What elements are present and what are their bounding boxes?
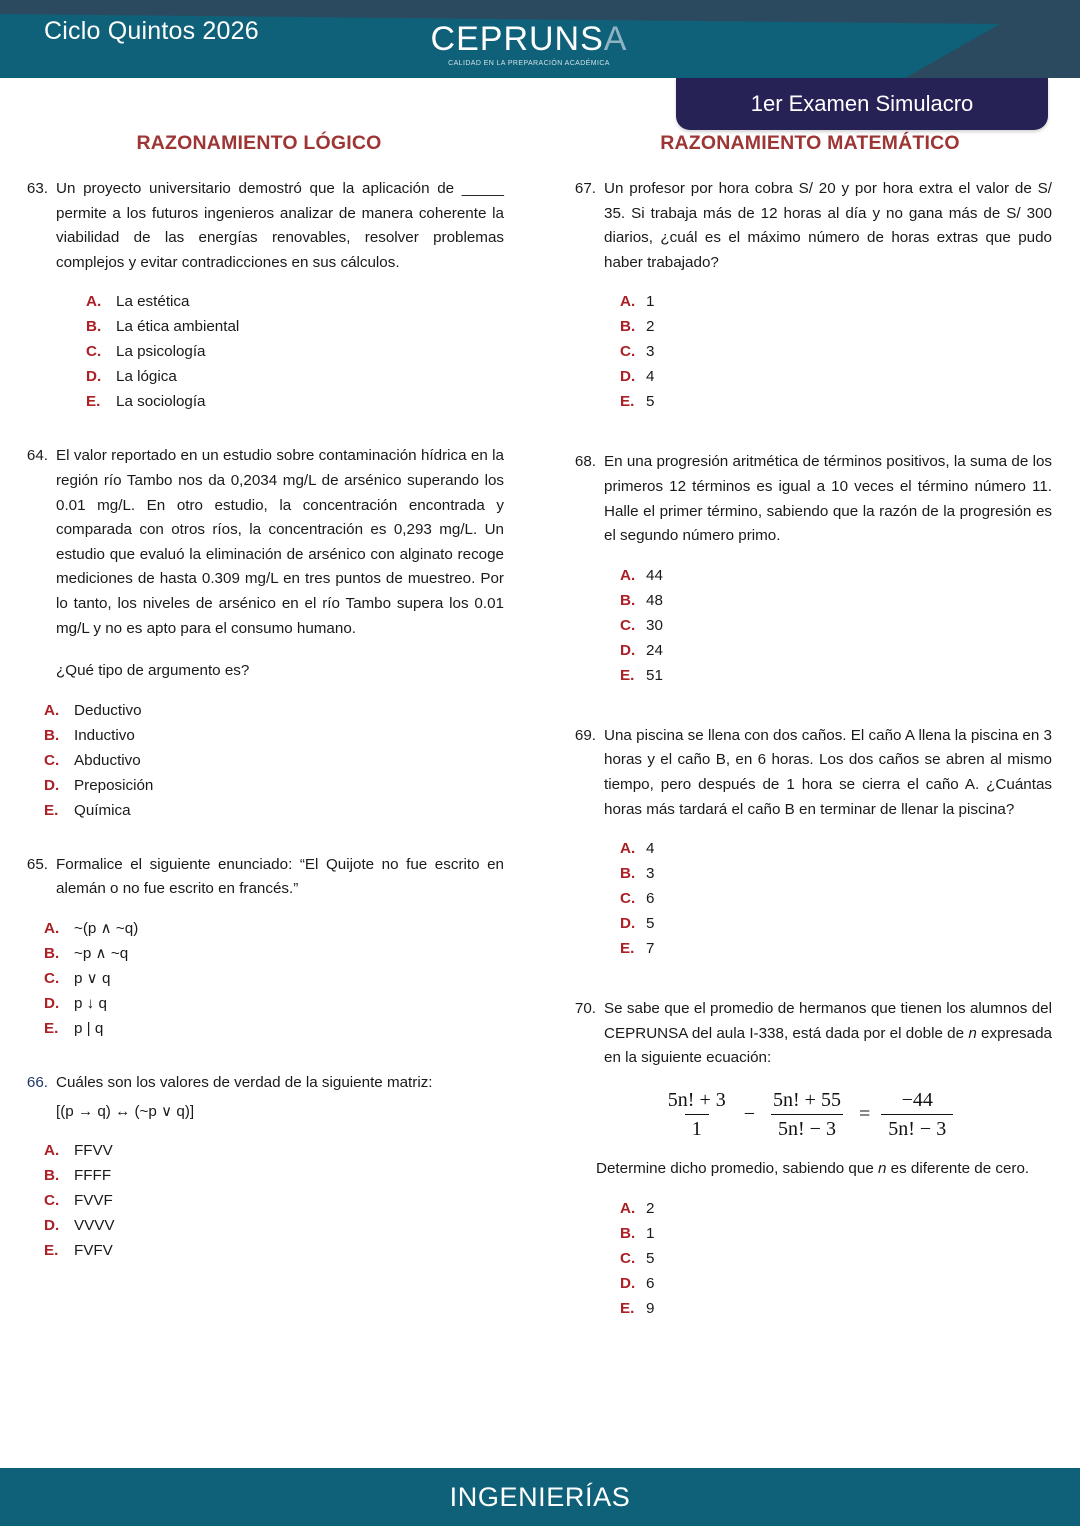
option-letter: D. <box>44 994 60 1012</box>
question-text: Una piscina se llena con dos caños. El caño A llena la piscina en 3 horas y el caño B, en 6 horas. Los dos caños se abren al mismo tiempo, pero después de 1 hora se cierra el caño A. ¿Cuántas horas más tardará el caño B en terminar de llenar la piscina? <box>604 726 1052 818</box>
options-list <box>562 836 1052 961</box>
options-list <box>14 916 504 1041</box>
fraction-denominator: 5n! − 3 <box>771 1114 843 1141</box>
option-a[interactable] <box>14 289 504 314</box>
question-text: Formalice el siguiente enunciado: “El Quijote no fue escrito en alemán o no fue escrito en francés.” <box>56 855 504 898</box>
option-c[interactable] <box>14 339 504 364</box>
fraction-numerator: 5n! + 55 <box>773 1088 841 1111</box>
question-number: 64. <box>26 447 48 465</box>
options-list <box>14 698 504 823</box>
option-text: Inductivo <box>74 726 135 744</box>
exam-title-text: 1er Examen Simulacro <box>750 91 974 116</box>
option-letter: B. <box>620 865 636 883</box>
operator-minus: − <box>743 1103 756 1126</box>
option-text: p ↓ q <box>74 994 107 1012</box>
option-letter: D. <box>86 368 102 386</box>
question-69 <box>562 724 1052 961</box>
question-variable-n: n <box>968 1024 977 1042</box>
option-letter: C. <box>44 751 60 769</box>
section-title-logico: RAZONAMIENTO LÓGICO <box>136 132 382 154</box>
option-letter: E. <box>620 666 635 684</box>
option-a[interactable] <box>562 836 1052 861</box>
option-letter: C. <box>44 1192 60 1210</box>
question-text-part2: expresada en la siguiente ecuación: <box>604 1024 1052 1067</box>
question-number: 65. <box>26 855 48 873</box>
option-letter: C. <box>620 343 636 361</box>
option-d[interactable] <box>14 991 504 1016</box>
option-d[interactable] <box>562 1271 1052 1296</box>
question-65 <box>14 853 504 1041</box>
option-a[interactable] <box>562 563 1052 588</box>
option-letter: C. <box>620 1249 636 1267</box>
option-letter: E. <box>44 801 59 819</box>
logo-word-accent: A <box>603 20 628 58</box>
option-text: 51 <box>646 666 663 684</box>
option-text: 7 <box>646 940 655 958</box>
question-70-followup <box>596 1157 1052 1182</box>
option-text: Preposición <box>74 776 154 794</box>
option-text: 1 <box>646 293 655 311</box>
column-razonamiento-logico <box>0 132 540 1422</box>
question-formula: [(p → q) ↔ (~p ∨ q)] <box>56 1102 195 1120</box>
option-letter: B. <box>86 318 102 336</box>
option-letter: D. <box>620 1274 636 1292</box>
option-a[interactable] <box>562 289 1052 314</box>
option-d[interactable] <box>14 364 504 389</box>
fraction-term-1 <box>661 1089 733 1141</box>
option-a[interactable] <box>14 916 504 941</box>
option-letter: D. <box>620 641 636 659</box>
option-text: La lógica <box>116 368 177 386</box>
question-number: 63. <box>26 180 48 197</box>
option-text: 6 <box>646 890 655 908</box>
option-text: 5 <box>646 915 655 933</box>
section-title-matematico: RAZONAMIENTO MATEMÁTICO <box>660 132 960 154</box>
option-d[interactable] <box>562 364 1052 389</box>
option-letter: E. <box>44 1242 59 1260</box>
option-e[interactable] <box>14 1016 504 1041</box>
options-list <box>14 289 504 414</box>
option-letter: A. <box>44 701 60 719</box>
followup-part1: Determine dicho promedio, sabiendo que <box>596 1159 878 1177</box>
option-b[interactable] <box>14 1163 504 1188</box>
option-b[interactable] <box>14 941 504 966</box>
option-text: VVVV <box>74 1217 115 1235</box>
option-text: ~(p ∧ ~q) <box>74 919 139 937</box>
ceprunsa-logo <box>429 22 629 67</box>
option-text: Abductivo <box>74 751 141 769</box>
option-text: 5 <box>646 393 655 411</box>
option-e[interactable] <box>562 936 1052 961</box>
option-text: p ∨ q <box>74 969 111 987</box>
option-letter: B. <box>44 1167 60 1185</box>
question-68 <box>562 450 1052 687</box>
question-text: Un profesor por hora cobra S/ 20 y por hora extra el valor de S/ 35. Si trabaja más de 12 horas al día y no gana más de S/ 300 diarios, ¿cuál es el máximo número de horas extras que pudo haber trabajado? <box>604 180 1052 271</box>
option-letter: A. <box>44 1142 60 1160</box>
followup-part2: es diferente de cero. <box>886 1159 1030 1177</box>
option-letter: B. <box>44 726 60 744</box>
question-number: 70. <box>574 1000 596 1018</box>
option-text: La sociología <box>116 393 206 411</box>
option-e[interactable] <box>14 798 504 823</box>
option-letter: C. <box>44 969 60 987</box>
option-text: 9 <box>646 1299 655 1317</box>
option-letter: B. <box>620 591 636 609</box>
option-a[interactable] <box>14 1138 504 1163</box>
exam-title-badge <box>676 78 1048 130</box>
fraction-term-2 <box>766 1089 848 1141</box>
question-number: 67. <box>574 180 596 197</box>
option-c[interactable] <box>14 748 504 773</box>
option-e[interactable] <box>562 663 1052 688</box>
option-letter: A. <box>620 840 636 858</box>
question-number: 66. <box>26 1073 48 1091</box>
options-list <box>562 1196 1052 1321</box>
question-70 <box>562 997 1052 1320</box>
option-b[interactable] <box>562 861 1052 886</box>
option-text: Deductivo <box>74 701 142 719</box>
option-a[interactable] <box>562 1196 1052 1221</box>
option-e[interactable] <box>562 1296 1052 1321</box>
option-text: 30 <box>646 616 663 634</box>
option-text: p | q <box>74 1019 104 1037</box>
option-letter: A. <box>620 1199 636 1217</box>
option-c[interactable] <box>562 886 1052 911</box>
question-66 <box>14 1071 504 1263</box>
option-text: 1 <box>646 1224 655 1242</box>
option-letter: A. <box>620 293 636 311</box>
option-text: 3 <box>646 343 655 361</box>
option-text: La ética ambiental <box>116 318 240 336</box>
fraction-numerator: 5n! + 3 <box>667 1088 726 1111</box>
equation-display <box>562 1089 1052 1141</box>
option-text: 24 <box>646 641 663 659</box>
options-list <box>562 563 1052 688</box>
option-text: 6 <box>646 1274 655 1292</box>
exam-content <box>0 132 1080 1422</box>
option-text: 44 <box>646 566 663 584</box>
option-c[interactable] <box>562 1246 1052 1271</box>
option-d[interactable] <box>14 773 504 798</box>
page-header <box>0 0 1080 78</box>
question-text: En una progresión aritmética de términos positivos, la suma de los primeros 12 términos es igual a 10 veces el término número 11. Halle el primer término, sabiendo que la razón de la progresión es el segundo número primo. <box>604 453 1052 545</box>
question-text-part1: Se sabe que el promedio de hermanos que tienen los alumnos del CEPRUNSA del aula I-338, está dada por el doble de <box>604 1000 1052 1042</box>
question-text: El valor reportado en un estudio sobre contaminación hídrica en la región río Tambo nos da 0,2034 mg/L de arsénico superando los 0.01 mg/L. En otro estudio, la concentración encontrada y comparada con otros ríos, la concentración es 0,293 mg/L. Un estudio que evaluó la eliminación de arsénico con alginato recoge mediciones de hasta 0.309 mg/L en tres puntos de muestreo. Por lo tanto, los niveles de arsénico en el río Tambo supera los 0.01 mg/L y no es apto para el consumo humano. <box>56 447 504 637</box>
option-letter: D. <box>620 368 636 386</box>
option-text: FVFV <box>74 1242 113 1260</box>
option-letter: E. <box>86 393 101 411</box>
logo-tagline: CALIDAD EN LA PREPARACIÓN ACADÉMICA <box>448 60 610 67</box>
option-text: La psicología <box>116 343 206 361</box>
option-text: 4 <box>646 840 655 858</box>
option-text: Química <box>74 801 131 819</box>
logo-wordmark <box>429 22 629 56</box>
fraction-numerator: −44 <box>901 1088 933 1111</box>
option-letter: D. <box>44 1217 60 1235</box>
option-text: 4 <box>646 368 655 386</box>
question-67 <box>562 177 1052 414</box>
question-subprompt: ¿Qué tipo de argumento es? <box>56 662 250 680</box>
fraction-term-3 <box>881 1089 953 1141</box>
option-text: 2 <box>646 1199 655 1217</box>
cycle-label: Ciclo Quintos 2026 <box>44 17 259 45</box>
option-c[interactable] <box>14 966 504 991</box>
option-b[interactable] <box>14 723 504 748</box>
option-letter: B. <box>620 318 636 336</box>
option-letter: C. <box>620 616 636 634</box>
option-b[interactable] <box>562 588 1052 613</box>
option-text: FFVV <box>74 1142 113 1160</box>
option-letter: A. <box>86 293 102 311</box>
option-text: ~p ∧ ~q <box>74 944 129 962</box>
question-text: Cuáles son los valores de verdad de la siguiente matriz: <box>56 1073 433 1091</box>
page-footer <box>0 1468 1080 1526</box>
option-letter: D. <box>44 776 60 794</box>
option-letter: B. <box>44 944 60 962</box>
option-e[interactable] <box>14 1238 504 1263</box>
option-text: La estética <box>116 293 190 311</box>
question-63 <box>14 177 504 414</box>
option-c[interactable] <box>562 339 1052 364</box>
option-letter: A. <box>44 919 60 937</box>
option-letter: E. <box>620 1299 635 1317</box>
option-letter: E. <box>620 393 635 411</box>
option-letter: C. <box>86 343 102 361</box>
option-a[interactable] <box>14 698 504 723</box>
fraction-denominator: 5n! − 3 <box>881 1114 953 1141</box>
option-e[interactable] <box>14 389 504 414</box>
option-b[interactable] <box>14 314 504 339</box>
option-d[interactable] <box>562 638 1052 663</box>
option-text: 2 <box>646 318 655 336</box>
option-letter: C. <box>620 890 636 908</box>
option-text: FFFF <box>74 1167 112 1185</box>
option-b[interactable] <box>562 314 1052 339</box>
option-d[interactable] <box>14 1213 504 1238</box>
option-d[interactable] <box>562 911 1052 936</box>
option-letter: D. <box>620 915 636 933</box>
option-b[interactable] <box>562 1221 1052 1246</box>
option-text: 5 <box>646 1249 655 1267</box>
option-letter: E. <box>620 940 635 958</box>
options-list <box>14 1138 504 1263</box>
option-text: FVVF <box>74 1192 113 1210</box>
option-e[interactable] <box>562 389 1052 414</box>
option-c[interactable] <box>562 613 1052 638</box>
option-letter: B. <box>620 1224 636 1242</box>
footer-program-name: INGENIERÍAS <box>449 1481 631 1512</box>
option-letter: A. <box>620 566 636 584</box>
column-razonamiento-matematico <box>540 132 1080 1422</box>
followup-variable-n: n <box>878 1159 887 1177</box>
question-number: 68. <box>574 453 596 471</box>
option-text: 3 <box>646 865 655 883</box>
logo-word-main: CEPRUNS <box>430 20 604 58</box>
fraction-denominator: 1 <box>685 1114 709 1141</box>
question-text: Un proyecto universitario demostró que la aplicación de _____ permite a los futuros ingenieros analizar de manera coherente la viabilidad de las energías renovables, resolver problemas complejos y evitar contradicciones en sus cálculos. <box>56 180 504 271</box>
option-c[interactable] <box>14 1188 504 1213</box>
options-list <box>562 289 1052 414</box>
operator-equals: = <box>858 1103 871 1126</box>
option-letter: E. <box>44 1019 59 1037</box>
question-number: 69. <box>574 726 596 744</box>
question-64 <box>14 444 504 822</box>
option-text: 48 <box>646 591 663 609</box>
